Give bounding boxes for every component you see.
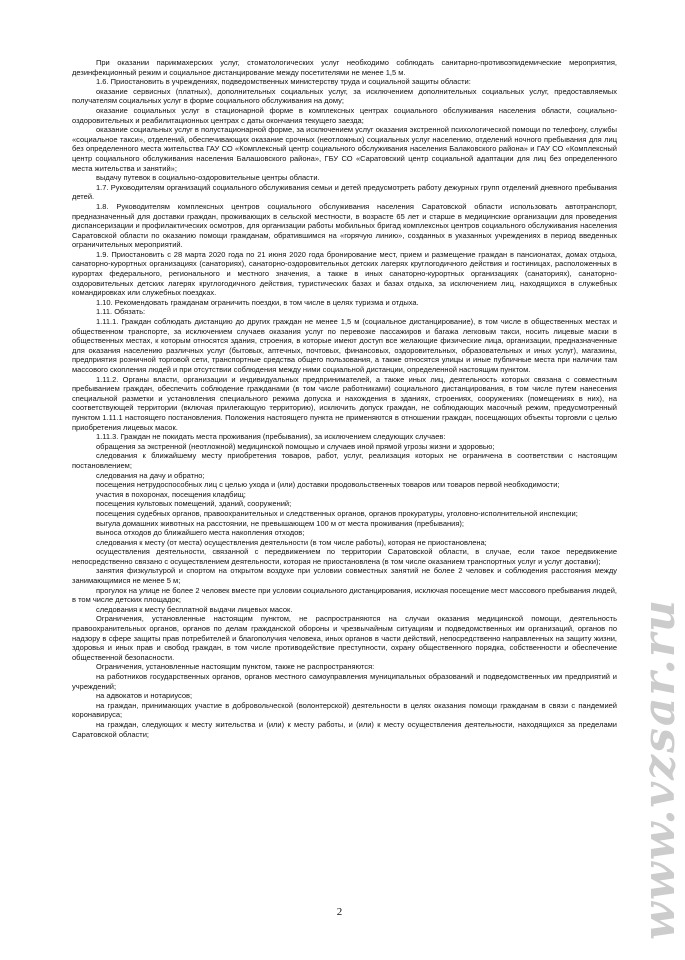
paragraph: следования к месту (от места) осуществления деятельности (в том числе работы), которая не приостановлена; (96, 537, 487, 547)
document-body (72, 58, 617, 739)
paragraph: выноса отходов до ближайшего места накопления отходов; (96, 528, 305, 538)
watermark (624, 598, 685, 950)
paragraph: оказание сервисных (платных), дополнительных социальных услуг, за исключением дополнительных социальных услуг, предоставляемых получателям социальных услуг в форме социального обслуживания на дому; (72, 86, 617, 106)
paragraph: обращения за экстренной (неотложной) медицинской помощью и случаев иной прямой угрозы жизни и здоровью; (96, 441, 495, 451)
paragraph: на граждан, принимающих участие в добровольческой (волонтерской) деятельности в целях оказания помощи гражданам в связи с пандемией коронавируса; (72, 700, 617, 720)
paragraph: оказание социальных услуг в полустационарной форме, за исключением услуг оказания экстренной психологической помощи по телефону, службы «социальное такси», отделений, обеспечивающих оказание срочных (неотложных) социальных услуг населению, отделений ночного пребывания для лиц без определенного места жительства ГАУ СО «Комплексный центр социального обслуживания населения Балаковского района» и ГАУ СО «Комплексный центр социального обслуживания населения Балашовского района», ГБУ СО «Саратовский центр социальной адаптации для лиц без определенного места жительства и занятий»; (72, 125, 617, 173)
paragraph: на адвокатов и нотариусов; (96, 691, 193, 701)
paragraph: следования к ближайшему месту приобретения товаров, работ, услуг, реализация которых не ограничена в соответствии с настоящим постановлением; (72, 451, 617, 470)
paragraph: Ограничения, установленные настоящим пунктом, не распространяются на случаи оказания медицинской помощи, деятельность правоохранительных органов, органов по делам гражданской обороны и чрезвычайным ситуациям и подведомственных им организаций, органов по надзору в сфере защиты прав потребителей и благополучия человека, иных органов в части действий, непосредственно направленных на защиту жизни, здоровья и иных прав и свобод граждан, в том числе противодействие преступности, охрану общественного порядка, собственности и обеспечение общественной безопасности. (72, 614, 617, 662)
paragraph: на работников государственных органов, органов местного самоуправления муниципальных образований и подведомственных им предприятий и учреждений; (72, 672, 617, 691)
paragraph: 1.11. Обязать: (96, 307, 146, 317)
paragraph: 1.6. Приостановить в учреждениях, подведомственных министерству труда и социальной защиты области: (96, 77, 471, 87)
paragraph: выдачу путевок в социально-оздоровительные центры области. (96, 173, 320, 183)
paragraph: посещения культовых помещений, зданий, сооружений; (96, 499, 292, 509)
paragraph: посещения нетрудоспособных лиц с целью ухода и (или) доставки продовольственных товаров или товаров первой необходимости; (96, 480, 560, 490)
paragraph: 1.9. Приостановить с 28 марта 2020 года по 21 июня 2020 года бронирование мест, прием и размещение граждан в пансионатах, домах отдыха, санаторно-курортных организациях (санаториях), санаторно-оздоровительных детских лагерях круглогодичного действия и гостиницах, расположенных в курортах федерального, регионального и местного значения, а также в иных санаторно-курортных организациях (санаториях), санаторно-оздоровительных детских лагерях круглогодичного действия, туристических базах и базах отдыха, за исключением лиц, находящихся в служебных командировках или служебных поездках. (72, 249, 617, 298)
paragraph: 1.10. Рекомендовать гражданам ограничить поездки, в том числе в целях туризма и отдыха. (96, 297, 419, 307)
paragraph: следования к месту бесплатной выдачи лицевых масок. (96, 604, 293, 614)
paragraph: оказание социальных услуг в стационарной форме в комплексных центрах социального обслуживания населения области, социально-оздоровительных и реабилитационных центрах с даты окончания текущего заезда; (72, 105, 617, 125)
paragraph: 1.11.1. Граждан соблюдать дистанцию до других граждан не менее 1,5 м (социальное дистанцирование), в том числе в общественных местах и общественном транспорте, за исключением случаев оказания услуг по перевозке пассажиров и багажа легковым такси, носить лицевые маски в общественных местах, к которым относятся здания, строения, в которые имеют доступ все желающие физические лица, организации, предназначенные для оказания населению различных услуг (бытовых, аптечных, почтовых, финансовых, оздоровительных, образовательных и иных услуг), магазины, предприятия розничной торговой сети, транспортные средства общего пользования, а также относятся улицы и иные публичные места при наличии там массового скопления людей и при отсутствии соблюдения между ними социальной дистанции, определенной настоящим пунктом. (72, 317, 617, 374)
paragraph: Ограничения, установленные настоящим пунктом, также не распространяются: (96, 662, 375, 672)
paragraph: следования на дачу и обратно; (96, 470, 205, 480)
paragraph: осуществления деятельности, связанной с передвижением по территории Саратовской области, в случае, если такое передвижение непосредственно связано с осуществлением деятельности, которая не приостановлена (в том числе оказанием транспортных услуг и услуг доставки); (72, 547, 617, 566)
paragraph: прогулок на улице не более 2 человек вместе при условии социального дистанцирования, исключая посещение мест массового пребывания людей, в том числе детских площадок; (72, 585, 617, 605)
paragraph: посещения судебных органов, правоохранительных и следственных органов, органов прокуратуры, уголовно-исполнительной инспекции; (96, 508, 578, 518)
watermark-text: www.vzsar.ru (634, 598, 685, 940)
page-number: 2 (336, 906, 343, 918)
paragraph: 1.11.3. Граждан не покидать места проживания (пребывания), за исключением следующих случаев: (96, 432, 446, 442)
paragraph: 1.7. Руководителям организаций социального обслуживания семьи и детей предусмотреть работу дежурных групп отделений дневного пребывания детей. (72, 182, 617, 202)
paragraph: на граждан, следующих к месту жительства и (или) к месту работы, и (или) к месту осуществления деятельности, находящихся за пределами Саратовской области; (72, 719, 617, 739)
paragraph: При оказании парикмахерских услуг, стоматологических услуг необходимо соблюдать санитарно-противоэпидемические мероприятия, дезинфекционный режим и социальное дистанцирование между посетителями не менее 1,5 м. (72, 58, 617, 77)
paragraph: выгула домашних животных на расстоянии, не превышающем 100 м от места проживания (пребывания); (96, 518, 464, 528)
paragraph: 1.11.2. Органы власти, организации и индивидуальных предпринимателей, а также иных лиц, деятельность которых связана с совместным пребыванием граждан, обеспечить соблюдение гражданами (в том числе работниками) социального дистанцирования, в том числе путем нанесения специальной разметки и установления специального режима допуска и нахождения в зданиях, строениях, сооружениях (помещениях в них), на соответствующей территории (включая прилегающую территорию), исключить допуск граждан, не соблюдающих масочный режим, предусмотренный пунктом 1.11.1 настоящего постановления. Положения настоящего пункта не применяются в отношении граждан, посещающих объекты торговли с целью приобретения лицевых масок. (72, 374, 617, 432)
paragraph: 1.8. Руководителям комплексных центров социального обслуживания населения Саратовской области использовать автотранспорт, предназначенный для доставки граждан, проживающих в сельской местности, в возрасте 65 лет и старше в медицинские организации для проведения диспансеризации и профилактических осмотров, для организации работы мобильных бригад комплексных центров социального обслуживания населения Саратовской области по оказанию помощи гражданам, обратившимся на «горячую линию», созданных в указанных учреждениях в период введенных ограничительных мероприятий. (72, 201, 617, 250)
paragraph: занятия физкультурой и спортом на открытом воздухе при условии совместных занятий не более 2 человек и соблюдения расстояния между занимающимися не менее 5 м; (72, 566, 617, 586)
paragraph: участия в похоронах, посещения кладбищ; (96, 489, 246, 499)
